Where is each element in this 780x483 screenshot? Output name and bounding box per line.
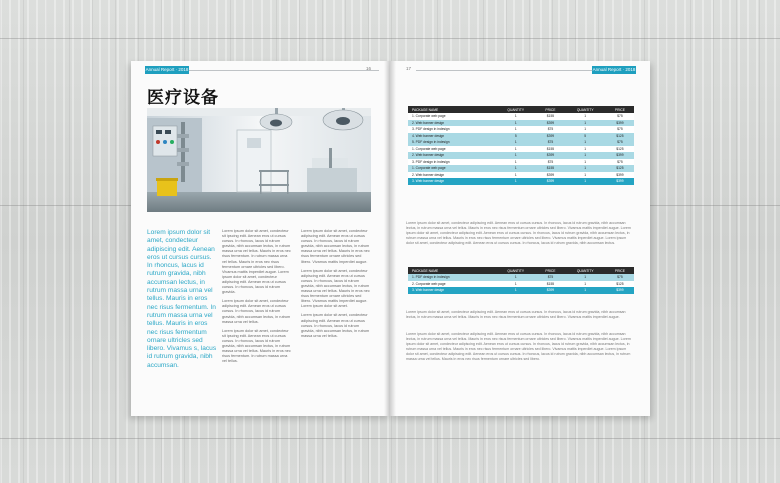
column-paragraph: Lorem ipsum dolor sit amet, condecteur adipiscing edit. Aenean eros ut cursus cursus. In rhoncus, lacus id rutrum gravida, nibh accumsan lectus, in rutrum massa urna vel tellus. Mauris in eros nec risus fermentum ornare ultricles sed libero. Vivamus mattis imperdiet augue. Lorem ipsum dolor sit amet.: [301, 268, 370, 309]
text-column-3: [301, 229, 371, 343]
table-header-cell: QUANTITY: [565, 267, 606, 274]
table-cell: 1: [565, 120, 606, 127]
table-cell: 1: [565, 139, 606, 146]
table-header-cell: QUANTITY: [565, 106, 606, 113]
book-spine-shadow: [384, 61, 396, 416]
table-cell: $155: [536, 281, 564, 288]
table-header-row: [408, 267, 634, 274]
package-pricing-table: [408, 267, 634, 294]
table-cell: 1. Corporate web page: [408, 113, 495, 120]
table-cell: 1. PDF design in indesign: [408, 274, 495, 281]
table-header-cell: PRICE: [606, 267, 634, 274]
lead-paragraph: Lorem ipsum dolor sit amet, condecteur adipiscing edit. Aenean eros ut cursus cursus. In rhoncus, lacus id rutrum gravida, nibh accumsan lectus, in rutrum massa urna vel tellus. Mauris in eros nec risus fermentum. In rutrum massa urna vel tellus. Mauris in eros nec risus fermentum ornare ultricles sed libero. Vivamus s, lacus id rutrum gravida, nibh accumsan.: [147, 229, 217, 369]
body-paragraph: Lorem ipsum dolor sit amet, condecteur adipiscing edit. Aenean eros ut cursus cursus. In rhoncus, lacus id rutrum gravida, nibh accumsan lectus, in rutrum massa urna vel tellus. Mauris in eros nec risus fermentum ornare ultricles sed libero. Vivamus mattis imperdiet augue. Lorem ipsum dolor sit amet, condecteur adipiscing edit. Aenean eros ut cursus cursus. In rhoncus, lacus id rutrum gravida, nibh accumsan lectus, in rutrum massa urna vel tellus. Mauris in eros nec risus fermentum ornare ultricles sed libero. Vivamus mattis imperdiet augue. Lorem ipsum dolor sit amet, condecteur adipiscing edit. Aenean eros ut cursus cursus. In rhoncus, lacus id rutrum gravida, nibh accumsan lectus.: [406, 221, 631, 245]
wood-plank-seam: [0, 38, 780, 39]
table-cell: 1: [565, 126, 606, 133]
table-cell: 2. Web banner design: [408, 152, 495, 159]
table-header-cell: QUANTITY: [495, 106, 536, 113]
table-cell: $399: [536, 172, 564, 179]
table-cell: 1: [495, 178, 536, 185]
table-cell: $399: [606, 172, 634, 179]
table-cell: 3. PDF design in indesign: [408, 126, 495, 133]
table-header-cell: PACKAGE NAME: [408, 106, 495, 113]
left-page: [131, 61, 390, 416]
header-tag: Annual Report · 2018: [145, 67, 189, 72]
page-number: 17: [406, 66, 412, 71]
table-cell: $155: [536, 113, 564, 120]
table-cell: $155: [536, 165, 564, 172]
table-cell: 1: [565, 274, 606, 281]
table-cell: 1: [565, 152, 606, 159]
table-cell: 1: [565, 172, 606, 179]
table-cell: $399: [606, 287, 634, 294]
table-cell: 1: [495, 113, 536, 120]
table-header-cell: QUANTITY: [495, 267, 536, 274]
header-rule: [189, 70, 379, 71]
table-header-cell: PACKAGE NAME: [408, 267, 495, 274]
body-paragraph: Lorem ipsum dolor sit amet, condecteur adipiscing edit. Aenean eros ut cursus cursus. In rhoncus, lacus id rutrum gravida, nibh accumsan lectus, in rutrum massa urna vel tellus. Mauris in eros nec risus fermentum ornare ultricles sed libero. Vivamus mattis imperdiet augue. Lorem ipsum dolor sit amet, condecteur adipiscing edit. Aenean eros ut cursus cursus. In rhoncus, lacus id rutrum gravida, nibh accumsan lectus, in rutrum massa urna vel tellus. Mauris in eros nec risus fermentum ornare ultricles sed libero. Vivamus mattis imperdiet augue. Lorem ipsum dolor sit amet, condecteur adipiscing edit. Aenean eros ut cursus cursus. In rhoncus, lacus id rutrum gravida, nibh accumsan lectus, in rutrum massa urna vel tellus. Mauris in eros nec risus fermentum ornare ultricles sed libero.: [406, 332, 631, 361]
right-page: [390, 61, 650, 416]
table-cell: 1: [495, 165, 536, 172]
operating-room-photo: [147, 108, 371, 212]
table-cell: $399: [536, 120, 564, 127]
table-cell: 1: [565, 113, 606, 120]
table-cell: 1: [565, 146, 606, 153]
table-cell: 1: [565, 281, 606, 288]
table-cell: 2. Web banner design: [408, 172, 495, 179]
column-paragraph: Lorem ipsum dolor sit amet, condecteur sit ipscing edit. Aenean eros ut cursus cursus. In rhoncus, lacus id rutrum gravida, nibh accumsan lectus, in rutrum massa urna vel tellus. Mauris in eros nec risus fermentum. In rutrum massa urna vel tellus. Mauris in eros nec risus fermentum ornare ultricles sed libero. Vivamus mattis imperdiet augue. Lorem ipsum dolor sit amet, condecteur adipiscing edit. Aenean eros ut cursus cursus. In rhoncus, lacus id rutrum gravida.: [222, 229, 291, 295]
table-row: [408, 287, 634, 294]
page-title: 医疗设备: [147, 88, 219, 108]
table-cell: 4. Web banner design: [408, 133, 495, 140]
page-number: 16: [366, 66, 372, 71]
table-cell: $125: [606, 146, 634, 153]
table-cell: 3. Web banner design: [408, 287, 495, 294]
table-cell: 1: [495, 287, 536, 294]
table-cell: 3. Web banner design: [408, 178, 495, 185]
table-header-cell: PRICE: [606, 106, 634, 113]
column-paragraph: Lorem ipsum dolor sit amet, condecteur sit ipscing edit. Aenean eros ut cursus cursus. In rhoncus, lacus id rutrum gravida, nibh accumsan lectus, in rutrum massa urna vel tellus. Mauris in eros nec risus fermentum. In rutrum massa urna vel tellus.: [222, 328, 291, 364]
text-column-2: [222, 229, 292, 368]
table-cell: 1: [495, 146, 536, 153]
header-tag: Annual Report · 2018: [592, 67, 636, 72]
table-cell: 1. Corporate web page: [408, 146, 495, 153]
table-cell: 1. Corporate web page: [408, 165, 495, 172]
table-cell: $75: [536, 139, 564, 146]
table-cell: $399: [536, 178, 564, 185]
table-cell: $399: [536, 133, 564, 140]
table-cell: 1: [495, 159, 536, 166]
table-cell: 1: [565, 287, 606, 294]
table-cell: 1: [495, 120, 536, 127]
table-header-cell: PRICE: [536, 267, 564, 274]
table-cell: 3. PDF design in indesign: [408, 159, 495, 166]
table-cell: $399: [606, 178, 634, 185]
wood-plank-seam: [0, 438, 780, 439]
package-pricing-table: [408, 106, 634, 185]
table-cell: 1: [565, 178, 606, 185]
table-cell: 1: [495, 139, 536, 146]
table-header-row: [408, 106, 634, 113]
table-cell: $399: [606, 152, 634, 159]
table-cell: $75: [606, 159, 634, 166]
table-cell: $125: [606, 133, 634, 140]
table-cell: $399: [536, 152, 564, 159]
table-cell: 5: [495, 133, 536, 140]
column-paragraph: Lorem ipsum dolor sit amet, condecteur adipiscing edit. Aenean eros ut cursus cursus. In rhoncus, lacus id rutrum gravida, nibh accumsan lectus, in rutrum massa urna vel tellus.: [222, 299, 291, 324]
table-cell: 1: [495, 274, 536, 281]
table-cell: 2. Web banner design: [408, 120, 495, 127]
table-cell: $75: [606, 126, 634, 133]
table-cell: $75: [606, 139, 634, 146]
table-cell: 1: [495, 152, 536, 159]
table-cell: $125: [606, 281, 634, 288]
table-header-cell: PRICE: [536, 106, 564, 113]
table-cell: $155: [536, 146, 564, 153]
table-cell: $75: [536, 159, 564, 166]
table-cell: 1: [495, 281, 536, 288]
table-cell: 5: [565, 133, 606, 140]
table-cell: 5. PDF design in indesign: [408, 139, 495, 146]
column-paragraph: Lorem ipsum dolor sit amet, condecteur adipiscing edit. Aenean eros ut cursus cursus. In rhoncus, lacus id rutrum gravida, nibh accumsan lectus, in rutrum massa urna vel tellus. Mauris in eros nec risus fermentum ornare ultricles sed libero. Vivamus mattis imperdiet augue.: [301, 229, 370, 264]
table-cell: 1: [495, 126, 536, 133]
body-paragraph: Lorem ipsum dolor sit amet, condecteur adipiscing edit. Aenean eros ut cursus cursus. In rhoncus, lacus id rutrum gravida, nibh accumsan lectus, in rutrum massa urna vel tellus. Mauris in eros nec risus fermentum ornare ultricles sed libero. Vivamus mattis imperdiet augue.: [406, 310, 626, 319]
table-cell: $399: [536, 287, 564, 294]
table-cell: 1: [565, 159, 606, 166]
table-cell: $125: [606, 165, 634, 172]
table-cell: 2. Corporate web page: [408, 281, 495, 288]
table-cell: $75: [606, 274, 634, 281]
table-cell: $399: [606, 120, 634, 127]
table-cell: 1: [565, 165, 606, 172]
header-rule: [416, 70, 592, 71]
table-cell: $75: [536, 274, 564, 281]
table-row: [408, 178, 634, 185]
table-cell: $75: [536, 126, 564, 133]
table-cell: $75: [606, 113, 634, 120]
column-paragraph: Lorem ipsum dolor sit amet, condecteur adipiscing edit. Aenean eros ut cursus cursus. In rhoncus, lacus id rutrum gravida, nibh accumsan lectus, in rutrum massa urna vel tellus.: [301, 313, 370, 338]
table-cell: 1: [495, 172, 536, 179]
